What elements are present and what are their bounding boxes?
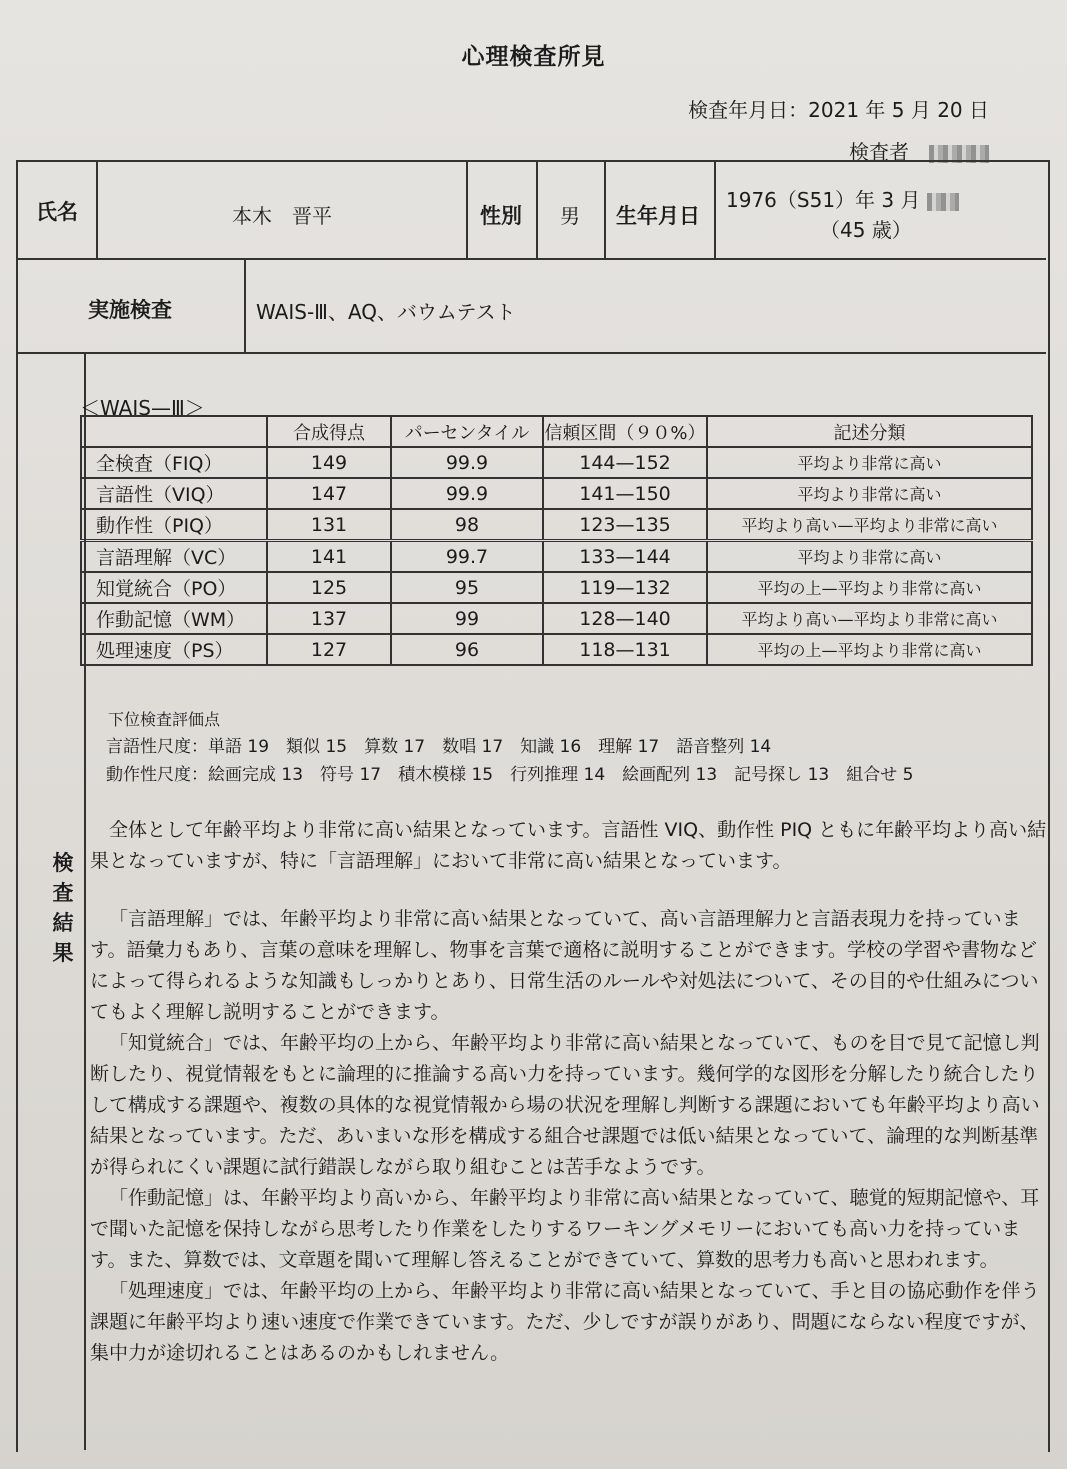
class-cell: 平均より高い—平均より非常に高い	[707, 603, 1032, 634]
class-cell: 平均より非常に高い	[707, 447, 1032, 478]
examiner-label: 検査者	[849, 140, 909, 164]
tests-value: WAIS-Ⅲ、AQ、バウムテスト	[256, 300, 516, 324]
score-cell: 137	[267, 603, 391, 634]
paragraph: 全体として年齢平均より非常に高い結果となっています。言語性 VIQ、動作性 PIQ ともに年齢平均より高い結果となっていますが、特に「言語理解」において非常に高い結果となっています。	[90, 819, 1047, 872]
class-cell: 平均より非常に高い	[707, 541, 1032, 573]
ci-cell: 144—152	[543, 447, 707, 478]
results-label: 検 査 結 果	[52, 851, 74, 965]
subtest-title: 下位検査評価点	[108, 710, 221, 729]
ci-cell: 118—131	[543, 634, 707, 665]
table-row	[81, 634, 1032, 665]
column-header: 信頼区間（９０%）	[543, 416, 707, 447]
findings-detail	[90, 904, 1048, 1369]
exam-date: 検査年月日：2021 年 5 月 20 日	[688, 98, 989, 122]
row-name: 言語理解（VC）	[81, 541, 267, 573]
table-row	[81, 572, 1032, 603]
name-label: 氏名	[36, 200, 78, 224]
name-value: 本木 晋平	[232, 204, 332, 228]
table-row	[81, 478, 1032, 509]
class-cell: 平均より高い—平均より非常に高い	[707, 509, 1032, 541]
class-cell: 平均の上—平均より非常に高い	[707, 634, 1032, 665]
document-title: 心理検査所見	[461, 44, 606, 70]
score-cell: 127	[267, 634, 391, 665]
table-row	[81, 603, 1032, 634]
row-name: 動作性（PIQ）	[81, 509, 267, 541]
dob-label: 生年月日	[616, 204, 700, 228]
dob-line2: （45 歳）	[820, 218, 912, 242]
row-name: 知覚統合（PO）	[81, 572, 267, 603]
table-row	[81, 509, 1032, 541]
percentile-cell: 96	[391, 634, 543, 665]
tests-label: 実施検査	[88, 298, 172, 322]
redacted-mark	[927, 193, 959, 211]
dob-line1: 1976（S51）年 3 月	[726, 184, 959, 213]
row-name: 全検査（FIQ）	[81, 447, 267, 478]
column-header	[81, 416, 267, 447]
ci-cell: 128—140	[543, 603, 707, 634]
paragraph: 「処理速度」では、年齢平均の上から、年齢平均より非常に高い結果となっていて、手と目の協応動作を伴う課題に年齢平均より速い速度で作業できています。ただ、少しですが誤りがあり、問題にならない程度ですが、集中力が途切れることはあるのかもしれません。	[90, 1280, 1040, 1364]
class-cell: 平均より非常に高い	[707, 478, 1032, 509]
table-header-row	[81, 416, 1032, 447]
percentile-cell: 99.9	[391, 478, 543, 509]
column-header: パーセンタイル	[391, 416, 543, 447]
ci-cell: 119—132	[543, 572, 707, 603]
percentile-cell: 99.7	[391, 541, 543, 573]
divider	[536, 160, 538, 258]
table-row	[81, 541, 1032, 573]
divider	[714, 160, 716, 258]
subtest-performance: 動作性尺度：絵画完成 13 符号 17 積木模様 15 行列推理 14 絵画配列 13 記号探し 13 組合せ 5	[106, 765, 914, 785]
divider	[466, 160, 468, 258]
divider	[16, 352, 1046, 354]
paragraph: 「知覚統合」では、年齢平均の上から、年齢平均より非常に高い結果となっていて、ものを目で見て記憶し判断したり、視覚情報をもとに論理的に推論する高い力を持っています。幾何学的な図形を分解したり統合したりして構成する課題や、複数の具体的な視覚情報から場の状況を理解し判断する課題においても年齢平均より高い結果となっています。ただ、あいまいな形を構成する組合せ課題では低い結果となっていて、論理的な判断基準が得られにくい課題に試行錯誤しながら取り組むことは苦手なようです。	[90, 1032, 1040, 1178]
score-cell: 147	[267, 478, 391, 509]
row-name: 処理速度（PS）	[81, 634, 267, 665]
divider	[16, 258, 1046, 260]
score-cell: 141	[267, 541, 391, 573]
sex-value: 男	[560, 204, 580, 228]
row-name: 言語性（VIQ）	[81, 478, 267, 509]
subtest-verbal: 言語性尺度：単語 19 類似 15 算数 17 数唱 17 知識 16 理解 17 語音整列 14	[106, 737, 772, 757]
ci-cell: 133—144	[543, 541, 707, 573]
score-cell: 149	[267, 447, 391, 478]
findings-summary	[90, 815, 1048, 877]
score-cell: 131	[267, 509, 391, 541]
score-cell: 125	[267, 572, 391, 603]
table-row	[81, 447, 1032, 478]
wais-score-table	[80, 415, 1033, 666]
percentile-cell: 98	[391, 509, 543, 541]
percentile-cell: 95	[391, 572, 543, 603]
class-cell: 平均の上—平均より非常に高い	[707, 572, 1032, 603]
paragraph: 「作動記憶」は、年齢平均より高いから、年齢平均より非常に高い結果となっていて、聴覚的短期記憶や、耳で聞いた記憶を保持しながら思考したり作業をしたりするワーキングメモリーにおいても高い力を持っています。また、算数では、文章題を聞いて理解し答えることができていて、算数的思考力も高いと思われます。	[90, 1187, 1040, 1271]
divider	[604, 160, 606, 258]
column-header: 記述分類	[707, 416, 1032, 447]
percentile-cell: 99	[391, 603, 543, 634]
wais-heading: ＜WAIS—Ⅲ＞	[80, 396, 205, 420]
divider	[244, 258, 246, 352]
row-name: 作動記憶（WM）	[81, 603, 267, 634]
sex-label: 性別	[480, 204, 522, 228]
column-header: 合成得点	[267, 416, 391, 447]
ci-cell: 123—135	[543, 509, 707, 541]
ci-cell: 141—150	[543, 478, 707, 509]
percentile-cell: 99.9	[391, 447, 543, 478]
paragraph: 「言語理解」では、年齢平均より非常に高い結果となっていて、高い言語理解力と言語表現力を持っています。語彙力もあり、言葉の意味を理解し、物事を言葉で適格に説明することができます。学校の学習や書物などによって得られるような知識もしっかりとあり、日常生活のルールや対処法について、その目的や仕組みについてもよく理解し説明することができます。	[90, 908, 1039, 1023]
